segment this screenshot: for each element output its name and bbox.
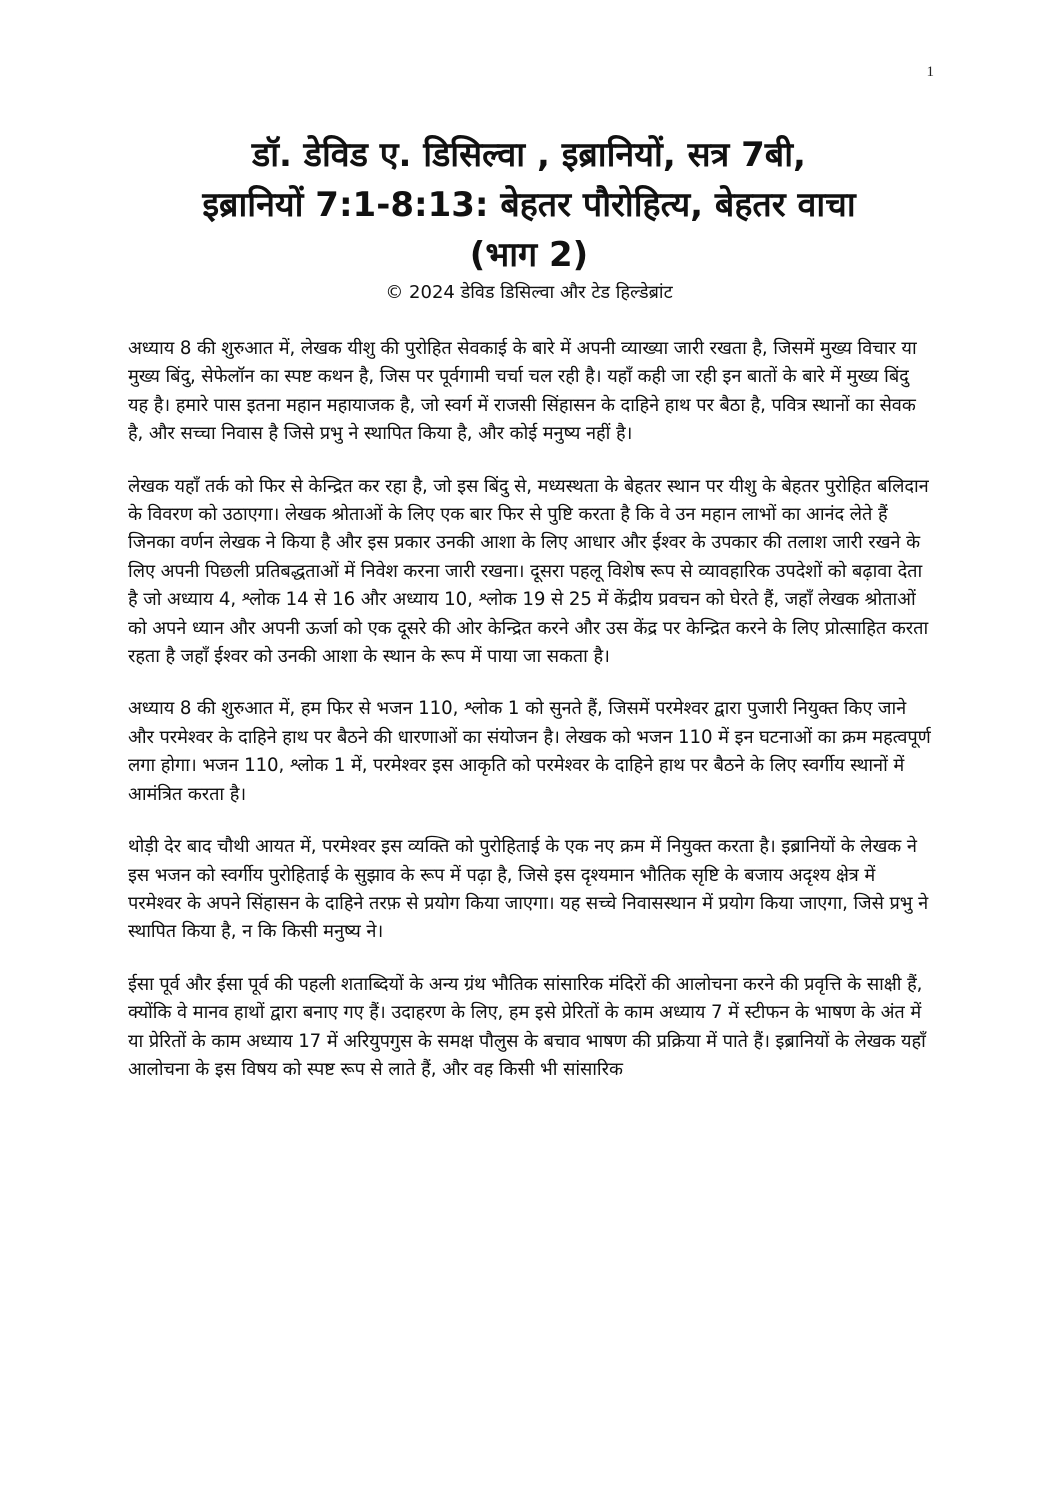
copyright-line: © 2024 डेविड डिसिल्वा और टेड हिल्डेब्रांट [385,282,673,303]
paragraph-3: अध्याय 8 की शुरुआत में, हम फिर से भजन 110, श्लोक 1 को सुनते हैं, जिसमें परमेश्वर द्वारा पुजारी नियुक्त किए जाने और परमेश्वर के दाहिने हाथ पर बैठने की धारणाओं का संयोजन है। लेखक को भजन 110 में इन घटनाओं का क्रम महत्वपूर्ण लगा होगा। भजन 110, श्लोक 1 में, परमेश्वर इस आकृति को परमेश्वर के दाहिने हाथ पर बैठने के लिए स्वर्गीय स्थानों में आमंत्रित करता है। [128,698,931,805]
document-header [100,130,958,306]
paragraph-4: थोड़ी देर बाद चौथी आयत में, परमेश्वर इस व्यक्ति को पुरोहिताई के एक नए क्रम में नियुक्त करता है। इब्रानियों के लेखक ने इस भजन को स्वर्गीय पुरोहिताई के सुझाव के रूप में पढ़ा है, जिसे इस दृश्यमान भौतिक सृष्टि के बजाय अदृश्य क्षेत्र में परमेश्वर के अपने सिंहासन के दाहिने तरफ़ से प्रयोग किया जाएगा। यह सच्चे निवासस्थान में प्रयोग किया जाएगा, जिसे प्रभु ने स्थापित किया है, न कि किसी मनुष्य ने। [128,836,929,943]
document-title [100,130,958,280]
paragraph-1: अध्याय 8 की शुरुआत में, लेखक यीशु की पुरोहित सेवकाई के बारे में अपनी व्याख्या जारी रखता है, जिसमें मुख्य विचार या मुख्य बिंदु, सेफेलॉन का स्पष्ट कथन है, जिस पर पूर्वगामी चर्चा चल रही है। यहाँ कही जा रही इन बातों के बारे में मुख्य बिंदु यह है। हमारे पास इतना महान महायाजक है, जो स्वर्ग में राजसी सिंहासन के दाहिने हाथ पर बैठा है, पवित्र स्थानों का सेवक है, और सच्चा निवास है जिसे प्रभु ने स्थापित किया है, और कोई मनुष्य नहीं है। [128,338,917,445]
paragraph-5: ईसा पूर्व और ईसा पूर्व की पहली शताब्दियों के अन्य ग्रंथ भौतिक सांसारिक मंदिरों की आलोचना करने की प्रवृत्ति के साक्षी हैं, क्योंकि वे मानव हाथों द्वारा बनाए गए हैं। उदाहरण के लिए, हम इसे प्रेरितों के काम अध्याय 7 में स्टीफन के भाषण के अंत में या प्रेरितों के काम अध्याय 17 में अरियुपगुस के समक्ष पौलुस के बचाव भाषण की प्रक्रिया में पाते हैं। इब्रानियों के लेखक यहाँ आलोचना के इस विषय को स्पष्ट रूप से लाते हैं, और वह किसी भी सांसारिक [128,973,926,1080]
title-line-1: डॉ. डेविड ए. डिसिल्वा , इब्रानियों, सत्र 7बी, [252,135,806,175]
title-line-2: इब्रानियों 7:1-8:13: बेहतर पौरोहित्य, बेहतर वाचा [202,185,856,225]
document-body [128,335,933,1108]
title-line-3: (भाग 2) [469,235,589,275]
paragraph-2: लेखक यहाँ तर्क को फिर से केन्द्रित कर रहा है, जो इस बिंदु से, मध्यस्थता के बेहतर स्थान पर यीशु के बेहतर पुरोहित बलिदान के विवरण को उठाएगा। लेखक श्रोताओं के लिए एक बार फिर से पुष्टि करता है कि वे उन महान लाभों का आनंद लेते हैं जिनका वर्णन लेखक ने किया है और इस प्रकार उनकी आशा के लिए आधार और ईश्वर के उपकार की तलाश जारी रखने के लिए अपनी पिछली प्रतिबद्धताओं में निवेश करना जारी रखना। दूसरा पहलू विशेष रूप से व्यावहारिक उपदेशों को बढ़ावा देता है जो अध्याय 4, श्लोक 14 से 16 और अध्याय 10, श्लोक 19 से 25 में केंद्रीय प्रवचन को घेरते हैं, जहाँ लेखक श्रोताओं को अपने ध्यान और अपनी ऊर्जा को एक दूसरे की ओर केन्द्रित करने और उस केंद्र पर केन्द्रित करने के लिए प्रोत्साहित करता रहता है जहाँ ईश्वर को उनकी आशा के स्थान के रूप में पाया जा सकता है। [128,475,929,668]
page-number: 1 [926,64,934,80]
